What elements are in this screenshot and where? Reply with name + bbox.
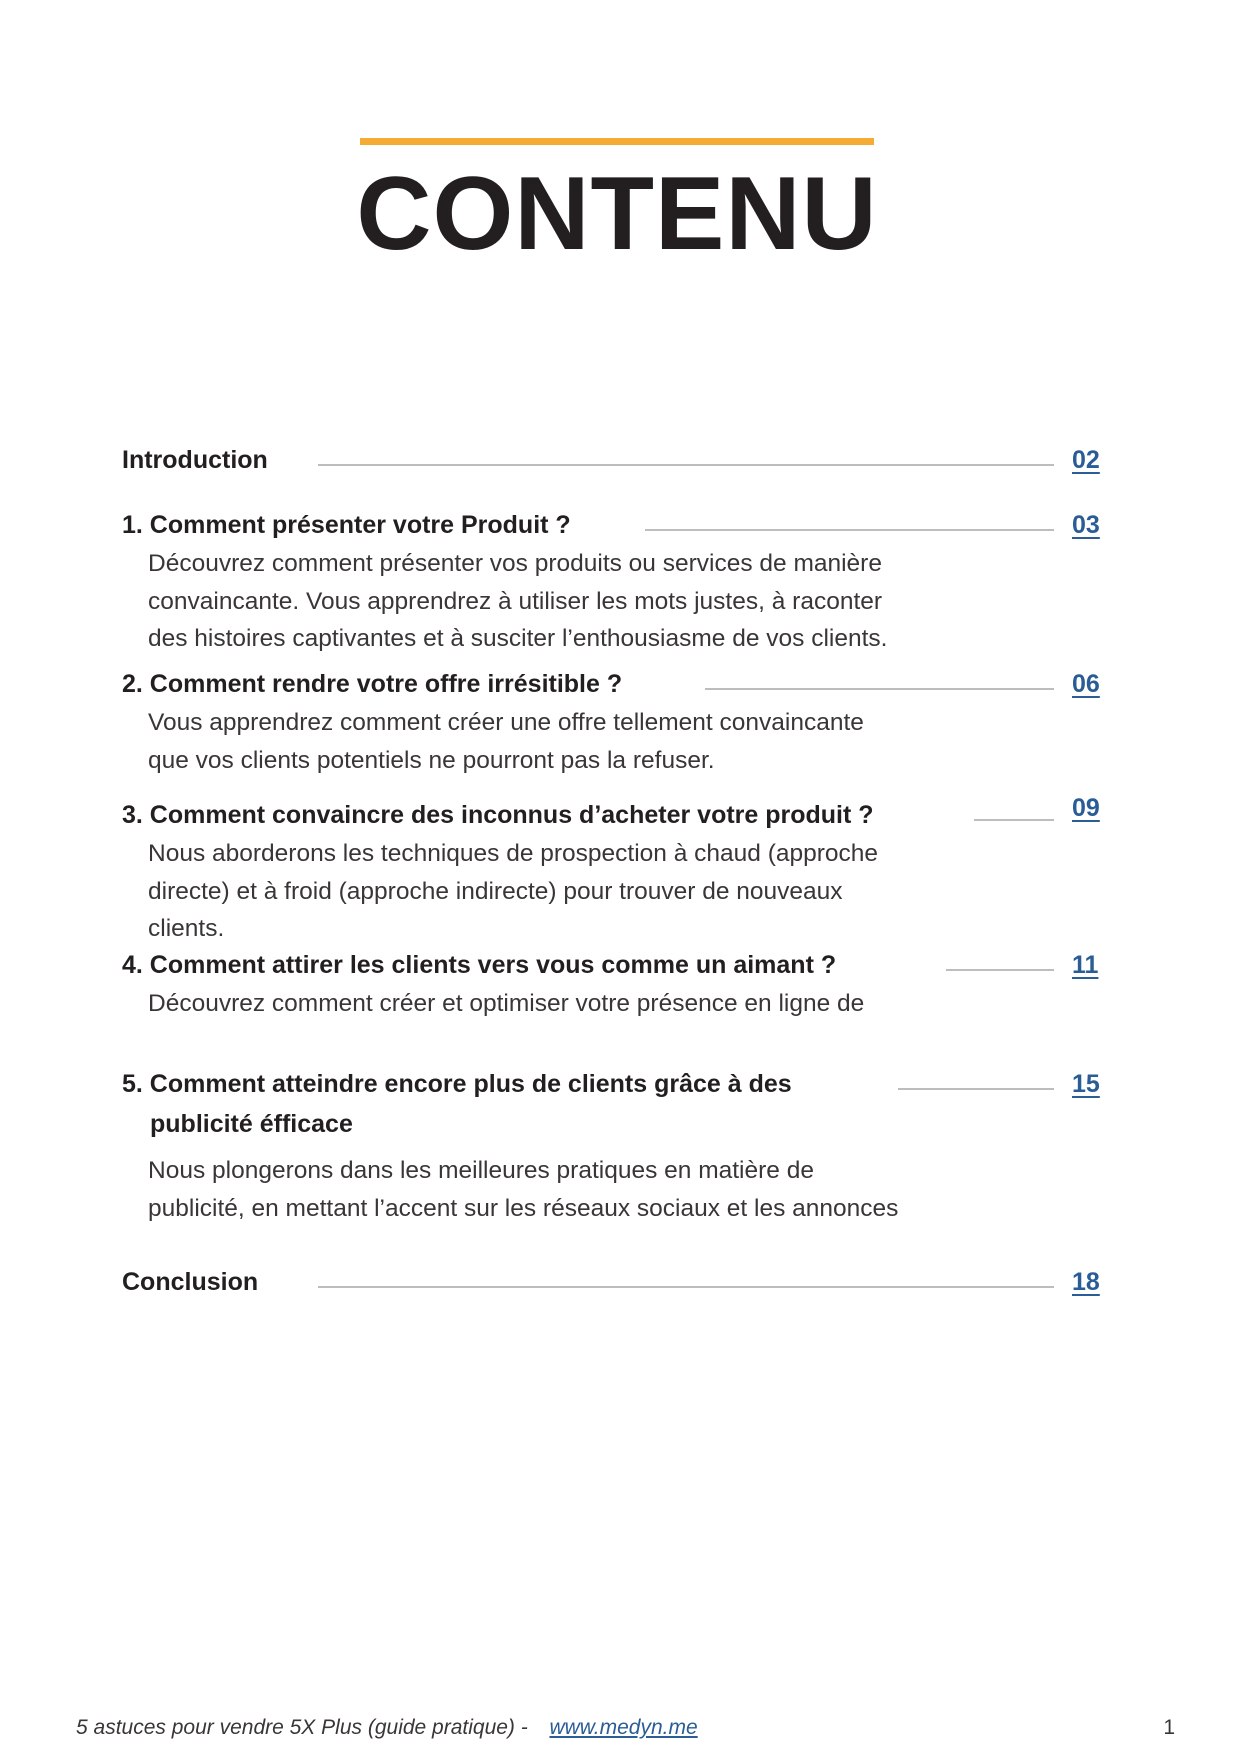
toc-row <box>122 795 1112 835</box>
toc-heading: Conclusion <box>122 1268 259 1296</box>
toc-heading: 1. Comment présenter votre Produit ? <box>122 511 571 539</box>
toc-entry-section-4 <box>122 945 1112 1023</box>
toc-heading: 2. Comment rendre votre offre irrésitible ? <box>122 670 623 698</box>
toc-heading: 5. Comment atteindre encore plus de clients grâce à des <box>122 1070 792 1098</box>
toc-description-line: Nous aborderons les techniques de prospection à chaud (approche <box>148 840 879 867</box>
toc-leader <box>318 1286 1054 1288</box>
toc-row <box>122 1262 1112 1302</box>
toc-leader <box>946 969 1054 971</box>
toc-heading: Introduction <box>122 446 268 474</box>
toc-description-line: directe) et à froid (approche indirecte) pour trouver de nouveaux <box>148 877 843 905</box>
toc-heading: 4. Comment attirer les clients vers vous comme un aimant ? <box>122 951 837 979</box>
toc-row <box>122 945 1112 985</box>
title-accent-bar <box>360 138 874 145</box>
toc-description-line: Découvrez comment présenter vos produits ou services de manière <box>148 550 882 577</box>
toc-leader <box>645 529 1054 531</box>
toc-heading: 3. Comment convaincre des inconnus d’acheter votre produit ? <box>122 801 874 829</box>
toc-description-line: Découvrez comment créer et optimiser votre présence en ligne de <box>148 990 865 1017</box>
toc-entry-section-3 <box>122 795 1112 948</box>
toc-leader <box>318 464 1054 466</box>
toc-row <box>122 1064 1112 1104</box>
page-title: CONTENU <box>356 156 878 272</box>
toc-page-link[interactable]: 02 <box>1072 446 1100 474</box>
toc-entry-section-1 <box>122 505 1112 658</box>
toc-description-line: Vous apprendrez comment créer une offre tellement convaincante <box>148 709 864 736</box>
toc-page-link[interactable]: 11 <box>1072 951 1099 979</box>
toc-page-link[interactable]: 09 <box>1072 794 1100 822</box>
toc-description-line: Nous plongerons dans les meilleures pratiques en matière de <box>148 1157 814 1184</box>
toc-entry-conclusion <box>122 1262 1112 1302</box>
toc-description-line: convaincante. Vous apprendrez à utiliser les mots justes, à raconter <box>148 587 883 615</box>
toc-description-line: que vos clients potentiels ne pourront pas la refuser. <box>148 746 715 774</box>
toc-entry-section-5 <box>122 1064 1112 1227</box>
toc-description-line: clients. <box>148 915 225 942</box>
toc-leader <box>705 688 1054 690</box>
footer-page-number: 1 <box>1163 1716 1175 1739</box>
toc-entry-introduction <box>122 440 1112 480</box>
toc-page-link[interactable]: 15 <box>1072 1070 1100 1098</box>
toc-row <box>122 440 1112 480</box>
toc-row <box>122 664 1112 704</box>
toc-row <box>122 505 1112 545</box>
toc-leader <box>974 819 1054 821</box>
toc-description-line: publicité, en mettant l’accent sur les réseaux sociaux et les annonces <box>148 1194 899 1222</box>
toc-leader <box>898 1088 1054 1090</box>
footer-text: 5 astuces pour vendre 5X Plus (guide pratique) - <box>76 1716 528 1739</box>
toc-entry-section-2 <box>122 664 1112 779</box>
footer-website-link[interactable]: www.medyn.me <box>549 1716 698 1739</box>
toc-description-line: des histoires captivantes et à susciter l’enthousiasme de vos clients. <box>148 625 888 652</box>
toc-page-link[interactable]: 06 <box>1072 670 1100 698</box>
footer <box>76 1716 698 1740</box>
toc-page-link[interactable]: 18 <box>1072 1268 1100 1296</box>
toc-heading-continuation: publicité éfficace <box>150 1110 353 1138</box>
toc-page-link[interactable]: 03 <box>1072 511 1100 539</box>
